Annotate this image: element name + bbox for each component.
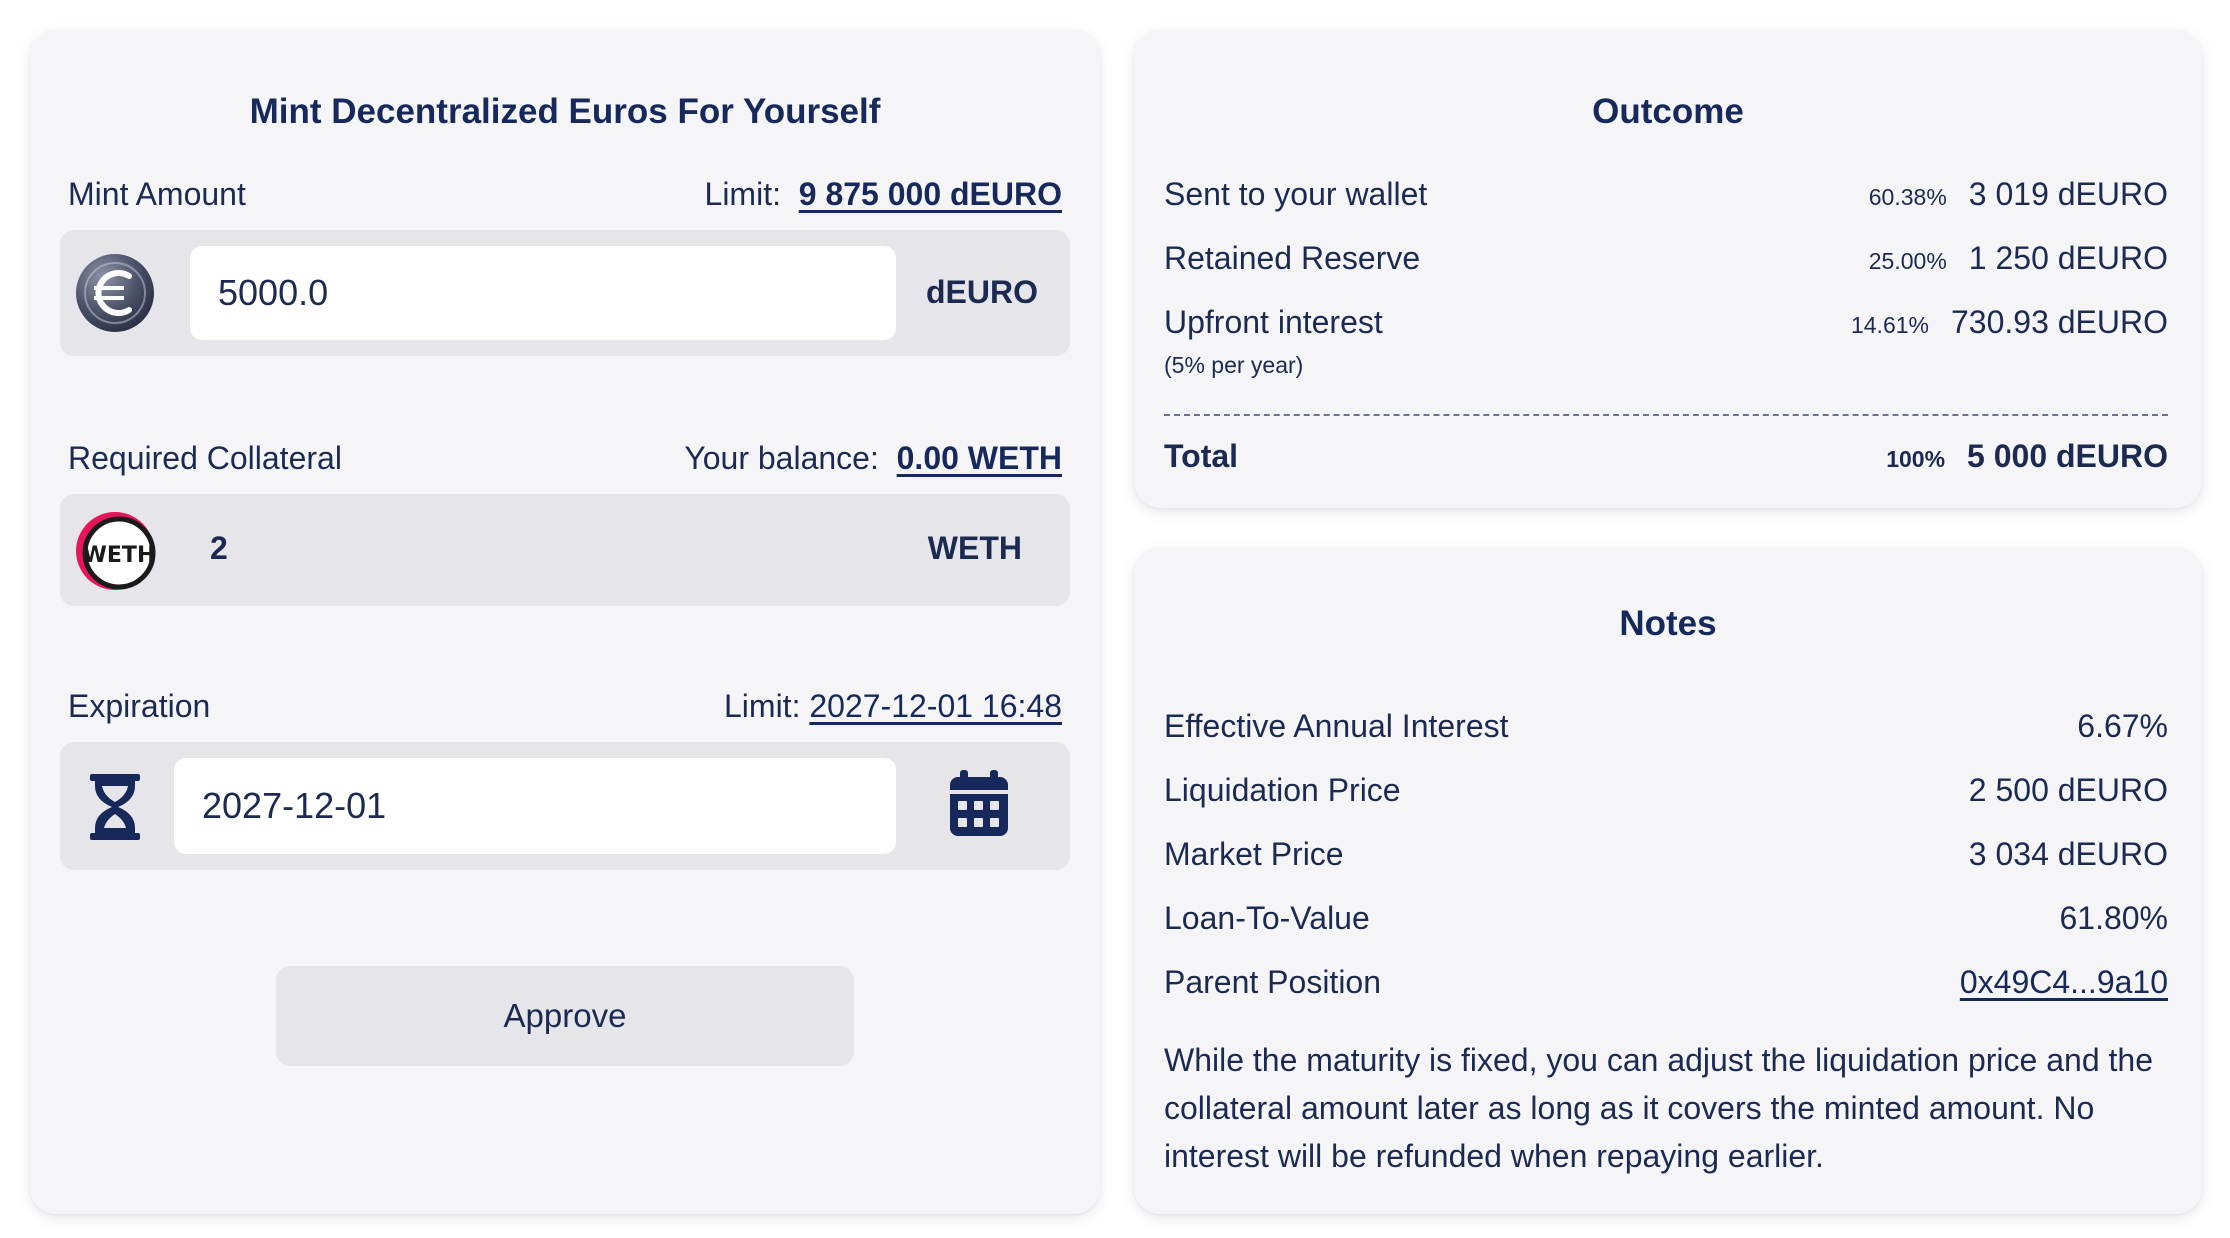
notes-row-label: Liquidation Price: [1164, 772, 1401, 808]
outcome-row-interest: [1164, 304, 2168, 341]
mint-limit-link[interactable]: 9 875 000 dEURO: [798, 176, 1062, 212]
outcome-row-value: 1 250 dEURO: [1968, 240, 2168, 276]
approve-button[interactable]: Approve: [276, 966, 854, 1066]
expiration-limit-prefix: Limit:: [724, 688, 801, 724]
outcome-row-pct: 14.61%: [1850, 312, 1929, 338]
outcome-row-value: 3 019 dEURO: [1968, 176, 2168, 212]
mint-title: Mint Decentralized Euros For Yourself: [249, 92, 881, 131]
mint-amount-unit: dEURO: [926, 274, 1038, 310]
mint-amount-limit: [705, 176, 1062, 213]
outcome-card: [1134, 30, 2202, 508]
notes-row-market: [1164, 836, 2168, 873]
weth-logo-text: WETH: [82, 543, 156, 568]
notes-row-label: Parent Position: [1164, 964, 1382, 1000]
collateral-label: Required Collateral: [68, 440, 342, 476]
collateral-balance: [684, 440, 1062, 477]
mint-amount-field: [60, 230, 1070, 356]
balance-link[interactable]: 0.00 WETH: [896, 440, 1062, 476]
outcome-row-value: 730.93 dEURO: [1950, 304, 2168, 340]
parent-position-link[interactable]: 0x49C4...9a10: [1959, 964, 2168, 1000]
notes-row-value: 61.80%: [2059, 900, 2168, 936]
notes-card: [1134, 548, 2202, 1214]
mint-card: [30, 30, 1100, 1214]
notes-row-label: Market Price: [1164, 836, 1344, 872]
weth-coin-icon: [74, 510, 156, 592]
mint-amount-input[interactable]: 5000.0: [190, 246, 896, 340]
mint-limit-prefix: Limit:: [704, 176, 781, 212]
notes-row-value: 6.67%: [2077, 708, 2168, 744]
notes-row-parent: [1164, 964, 2168, 1001]
total-pct: 100%: [1886, 446, 1946, 472]
expiration-field: [60, 742, 1070, 870]
collateral-value[interactable]: 2: [210, 530, 228, 566]
balance-prefix: Your balance:: [684, 440, 879, 476]
total-label: Total: [1164, 438, 1239, 474]
hourglass-icon: [90, 774, 140, 840]
expiration-input[interactable]: 2027-12-01: [174, 758, 896, 854]
notes-row-liquidation: [1164, 772, 2168, 809]
notes-paragraph: While the maturity is fixed, you can adjust the liquidation price and the collateral amount later as long as it covers the minted amount. No interest will be refunded when repaying earlier.: [1164, 1042, 2153, 1174]
outcome-row-pct: 25.00%: [1868, 248, 1947, 274]
mint-amount-label: Mint Amount: [68, 176, 246, 212]
collateral-unit: WETH: [927, 530, 1022, 566]
notes-row-label: Loan-To-Value: [1164, 900, 1370, 936]
interest-rate-note: (5% per year): [1164, 352, 1304, 378]
outcome-row-wallet: [1164, 176, 2168, 213]
outcome-row-reserve: [1164, 240, 2168, 277]
notes-row-value: 3 034 dEURO: [1968, 836, 2168, 872]
notes-title: Notes: [1619, 604, 1717, 643]
notes-row-label: Effective Annual Interest: [1164, 708, 1509, 744]
euro-coin-icon: [74, 252, 156, 334]
expiration-limit-link[interactable]: 2027-12-01 16:48: [809, 688, 1062, 724]
outcome-row-pct: 60.38%: [1868, 184, 1947, 210]
outcome-row-label: Upfront interest: [1164, 304, 1383, 340]
total-divider: [1164, 414, 2168, 416]
expiration-limit: [724, 688, 1062, 725]
notes-row-value: 2 500 dEURO: [1968, 772, 2168, 808]
collateral-field: [60, 494, 1070, 606]
outcome-row-label: Sent to your wallet: [1164, 176, 1428, 212]
expiration-label: Expiration: [68, 688, 211, 724]
notes-row-ltv: [1164, 900, 2168, 937]
calendar-icon[interactable]: [950, 770, 1008, 836]
outcome-row-total: [1164, 438, 2168, 475]
outcome-title: Outcome: [1592, 92, 1744, 131]
outcome-row-label: Retained Reserve: [1164, 240, 1421, 276]
notes-row-interest: [1164, 708, 2168, 745]
total-value: 5 000 dEURO: [1967, 438, 2168, 474]
